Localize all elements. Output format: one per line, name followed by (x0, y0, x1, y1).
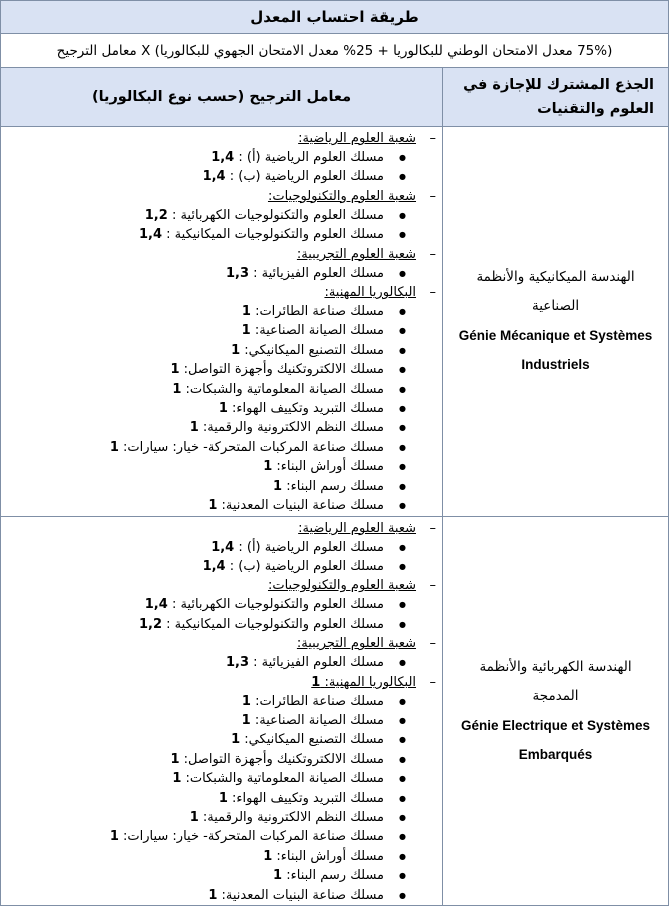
bac-group-title-text: شعبة العلوم والتكنولوجيات: (267, 578, 417, 594)
track-label: مسلك العلوم والتكنولوجيات الميكانيكية : (166, 227, 385, 243)
track-label: مسلك صناعة البنيات المعدنية: (221, 498, 385, 514)
bac-group-title (1, 283, 424, 302)
track-list (1, 302, 424, 515)
bac-groups (1, 129, 442, 516)
bac-group (1, 673, 424, 905)
bac-group (1, 283, 424, 515)
track-label: مسلك العلوم والتكنولوجيات الكهربائية : (171, 207, 385, 223)
bac-group-title-text: شعبة العلوم الرياضية: (298, 131, 417, 146)
track-item (1, 438, 384, 457)
groups-list (1, 127, 442, 516)
track-label: مسلك الصيانة الصناعية: (254, 712, 385, 728)
track-item (1, 886, 384, 905)
track-label: مسلك صناعة المركبات المتحركة- خيار: سيارات: (123, 439, 385, 455)
track-coefficient: 1 (273, 478, 283, 494)
bac-group-title-text: البكالوريا المهنية: (324, 674, 417, 690)
track-list (1, 653, 424, 672)
track-item (1, 711, 384, 730)
track-label: مسلك التبريد وتكييف الهواء: (232, 790, 385, 806)
track-label: مسلك العلوم والتكنولوجيات الكهربائية : (171, 597, 385, 613)
track-item (1, 264, 384, 283)
filiere-cell-electrical (443, 516, 669, 906)
track-coefficient: 1,2 (139, 616, 163, 632)
track-label: مسلك رسم البناء: (286, 478, 385, 494)
track-list (1, 538, 424, 577)
bac-group-title (1, 673, 424, 692)
track-coefficient: 1 (208, 887, 218, 903)
track-label: مسلك النظم الالكترونية والرقمية: (202, 420, 385, 436)
bac-group-title-text: البكالوريا المهنية: (324, 285, 417, 301)
track-coefficient: 1 (241, 323, 251, 339)
track-label: مسلك العلوم الرياضية (ب) : (229, 169, 385, 185)
table-title: طريقة احتساب المعدل (1, 1, 669, 34)
track-coefficient: 1 (170, 362, 180, 378)
track-item (1, 496, 384, 515)
track-item (1, 477, 384, 496)
track-label: مسلك الالكتروتكنيك وأجهزة التواصل: (183, 362, 385, 378)
track-item (1, 457, 384, 476)
track-coefficient: 1 (208, 498, 218, 514)
track-item (1, 538, 384, 557)
track-item (1, 653, 384, 672)
track-list (1, 206, 424, 245)
header-coefficient: معامل الترجيح (حسب نوع البكالوريا) (1, 68, 443, 127)
bac-group-title-text: شعبة العلوم الرياضية: (298, 520, 417, 536)
track-label: مسلك صناعة الطائرات: (255, 304, 385, 320)
groups-list (1, 517, 442, 906)
track-item (1, 557, 384, 576)
track-coefficient: 1 (231, 732, 241, 748)
track-item (1, 418, 384, 437)
track-coefficient: 1,4 (211, 150, 235, 165)
track-item (1, 615, 384, 634)
track-label: مسلك التبريد وتكييف الهواء: (232, 401, 385, 417)
track-coefficient: 1,4 (202, 169, 226, 185)
track-coefficient: 1 (218, 790, 228, 806)
track-coefficient: 1,4 (202, 558, 226, 574)
bac-group-title-text: شعبة العلوم التجريبية: (296, 246, 417, 262)
track-label: مسلك الصيانة المعلوماتية والشبكات: (185, 381, 385, 397)
bac-group-title (1, 634, 424, 653)
bac-group-title-text: شعبة العلوم والتكنولوجيات: (267, 188, 417, 204)
track-item (1, 341, 384, 360)
track-item (1, 206, 384, 225)
track-item (1, 167, 384, 186)
track-coefficient: 1 (189, 420, 199, 436)
track-coefficient: 1,3 (225, 265, 250, 281)
track-item (1, 692, 384, 711)
filiere-name-fr: Génie Mécanique et Systèmes Industriels (458, 328, 653, 373)
track-coefficient: 1,3 (225, 655, 250, 671)
track-item (1, 789, 384, 808)
track-coefficient: 1 (189, 809, 199, 825)
bac-group-title (1, 245, 424, 264)
track-item (1, 769, 384, 788)
track-coefficient: 1 (263, 459, 273, 475)
header-filiere: الجذع المشترك للإجازة في العلوم والتقنيات (443, 68, 669, 127)
track-coefficient: 1,4 (211, 539, 235, 555)
bac-group-coefficient: 1 (311, 674, 321, 690)
track-label: مسلك التصنيع الميكانيكي: (244, 732, 385, 748)
track-label: مسلك أوراش البناء: (276, 459, 385, 475)
track-label: مسلك العلوم الرياضية (أ) : (238, 150, 385, 165)
track-label: مسلك صناعة البنيات المعدنية: (221, 887, 385, 903)
track-label: مسلك الصيانة الصناعية: (254, 323, 385, 339)
track-label: مسلك العلوم والتكنولوجيات الميكانيكية : (166, 616, 385, 632)
bac-group (1, 245, 424, 283)
track-label: مسلك أوراش البناء: (276, 848, 385, 864)
track-item (1, 595, 384, 614)
track-coefficient: 1 (273, 868, 283, 884)
coefficient-list-mechanical (1, 127, 443, 517)
track-coefficient: 1 (241, 693, 251, 709)
track-label: مسلك رسم البناء: (286, 868, 385, 884)
track-coefficient: 1 (172, 381, 182, 397)
track-coefficient: 1 (109, 439, 119, 455)
bac-group (1, 634, 424, 672)
track-label: مسلك الصيانة المعلوماتية والشبكات: (185, 771, 385, 787)
track-coefficient: 1 (241, 304, 251, 320)
filiere-cell-mechanical (443, 127, 669, 517)
coefficient-list-electrical (1, 516, 443, 906)
track-label: مسلك العلوم الفيزيائية : (253, 655, 385, 671)
track-item (1, 847, 384, 866)
track-coefficient: 1,4 (139, 227, 163, 243)
track-label: مسلك صناعة المركبات المتحركة- خيار: سيارات: (123, 829, 385, 845)
track-coefficient: 1 (263, 848, 273, 864)
track-label: مسلك العلوم الرياضية (ب) : (229, 558, 385, 574)
track-coefficient: 1 (231, 342, 241, 358)
track-coefficient: 1 (172, 771, 182, 787)
track-item (1, 808, 384, 827)
filiere-name-fr: Génie Electrique et Systèmes Embarqués (460, 717, 651, 762)
average-formula: (75% معدل الامتحان الوطني للبكالوريا + 25% معدل الامتحان الجهوي للبكالوريا) X معامل الترجيح (1, 34, 669, 68)
track-label: مسلك الالكتروتكنيك وأجهزة التواصل: (183, 751, 385, 767)
track-item (1, 302, 384, 321)
track-coefficient: 1 (241, 712, 251, 728)
track-label: مسلك النظم الالكترونية والرقمية: (202, 809, 385, 825)
bac-group-title (1, 519, 424, 538)
track-label: مسلك صناعة الطائرات: (255, 693, 385, 709)
track-list (1, 148, 424, 187)
track-coefficient: 1,2 (144, 207, 168, 223)
track-label: مسلك التصنيع الميكانيكي: (244, 342, 385, 358)
bac-group-title (1, 576, 424, 595)
track-coefficient: 1 (170, 751, 180, 767)
filiere-name-ar: الهندسة الكهربائية والأنظمة المدمجة (479, 658, 632, 704)
track-list (1, 264, 424, 283)
bac-group (1, 519, 424, 577)
track-coefficient: 1,4 (144, 597, 168, 613)
bac-group-title (1, 187, 424, 206)
track-item (1, 750, 384, 769)
track-coefficient: 1 (109, 829, 119, 845)
track-item (1, 730, 384, 749)
track-item (1, 866, 384, 885)
track-coefficient: 1 (218, 401, 228, 417)
filiere-name-ar: الهندسة الميكانيكية والأنظمة الصناعية (476, 269, 635, 315)
bac-group (1, 576, 424, 634)
track-item (1, 827, 384, 846)
track-item (1, 380, 384, 399)
track-list (1, 692, 424, 905)
track-item (1, 399, 384, 418)
bac-group-title (1, 129, 424, 148)
track-label: مسلك العلوم الرياضية (أ) : (238, 539, 385, 555)
track-item (1, 225, 384, 244)
track-label: مسلك العلوم الفيزيائية : (253, 265, 385, 281)
bac-group (1, 129, 424, 187)
track-list (1, 595, 424, 634)
track-item (1, 360, 384, 379)
bac-group (1, 187, 424, 245)
track-item (1, 148, 384, 167)
bac-groups (1, 519, 442, 906)
bac-group-title-text: شعبة العلوم التجريبية: (296, 636, 417, 652)
track-item (1, 321, 384, 340)
